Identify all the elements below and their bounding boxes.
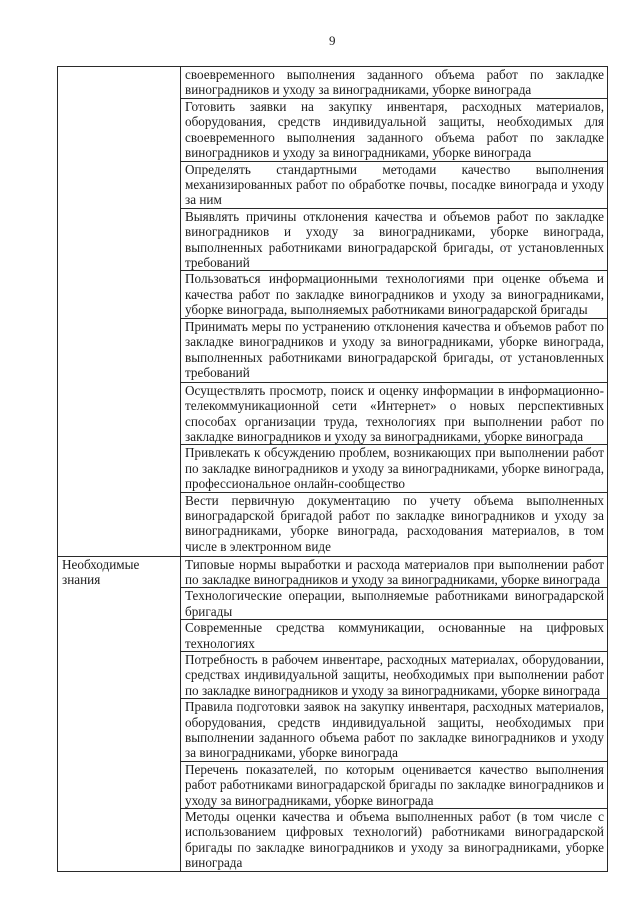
skill-item: Определять стандартными методами качество выполнения механизированных работ по обработке почвы, посадке винограда и уходу за ним	[181, 161, 608, 208]
knowledge-item: Типовые нормы выработки и расхода материалов при выполнении работ по закладке виноградников и уходу за виноградниками, уборке винограда	[181, 556, 608, 588]
table-row	[58, 556, 608, 588]
skill-item: Осуществлять просмотр, поиск и оценку информации в информационно-телекоммуникационной сети «Интернет» о новых перспективных способах организации труда, технологиях при выполнении работ по закладке виноградников и уходу за виноградниками, уборке винограда	[181, 382, 608, 445]
skill-item: Вести первичную документацию по учету объема выполненных виноградарской бригадой работ по закладке виноградников и уходу за виноградниками, уборке винограда, расходования материалов, в том числе в электронном виде	[181, 492, 608, 556]
knowledge-item: Методы оценки качества и объема выполненных работ (в том числе с использованием цифровых технологий) работниками виноградарской бригады по закладке виноградников и уходу за виноградниками, уборке винограда	[181, 809, 608, 872]
knowledge-item: Потребность в рабочем инвентаре, расходных материалах, оборудовании, средствах индивидуальной защиты, необходимых при выполнении работ по закладке виноградников и уходу за виноградниками, уборке винограда	[181, 651, 608, 698]
skill-item: Привлекать к обсуждению проблем, возникающих при выполнении работ по закладке виноградников и уходу за виноградниками, уборке винограда, профессиональное онлайн-сообщество	[181, 445, 608, 492]
skill-item: Выявлять причины отклонения качества и объемов работ по закладке виноградников и уходу за виноградниками, уборке винограда, выполненных работниками виноградарской бригады, от установленных требований	[181, 208, 608, 271]
skill-item: Пользоваться информационными технологиями при оценке объема и качества работ по закладке виноградников и уходу за виноградниками, уборке винограда, выполняемых работниками виноградарской бригады	[181, 271, 608, 318]
knowledge-item: Технологические операции, выполняемые работниками виноградарской бригады	[181, 588, 608, 620]
page-number: 9	[329, 33, 336, 48]
skill-item: Готовить заявки на закупку инвентаря, расходных материалов, оборудования, средств индивидуальной защиты, необходимых для своевременного выполнения заданного объема работ по закладке виноградников и уходу за виноградниками, уборке винограда	[181, 99, 608, 162]
knowledge-item: Правила подготовки заявок на закупку инвентаря, расходных материалов, оборудования, средств индивидуальной защиты, необходимых при выполнении заданного объема работ по закладке виноградников и уходу за виноградниками, уборке винограда	[181, 699, 608, 762]
knowledge-item: Современные средства коммуникации, основанные на цифровых технологиях	[181, 620, 608, 652]
knowledge-item: Перечень показателей, по которым оценивается качество выполнения работ работниками виноградарской бригады по закладке виноградников и уходу за виноградниками, уборке винограда	[181, 761, 608, 808]
competency-table	[57, 66, 608, 872]
knowledge-label-cell	[58, 556, 181, 871]
knowledge-section-label: Необходимые знания	[62, 556, 140, 587]
table-row	[58, 67, 608, 99]
skills-label-cell	[58, 67, 181, 557]
skill-item: своевременного выполнения заданного объема работ по закладке виноградников и уходу за виноградниками, уборке винограда	[181, 67, 608, 99]
skill-item: Принимать меры по устранению отклонения качества и объемов работ по закладке виноградников и уходу за виноградниками, уборке винограда, выполненных работниками виноградарской бригады, от установленных требований	[181, 318, 608, 382]
